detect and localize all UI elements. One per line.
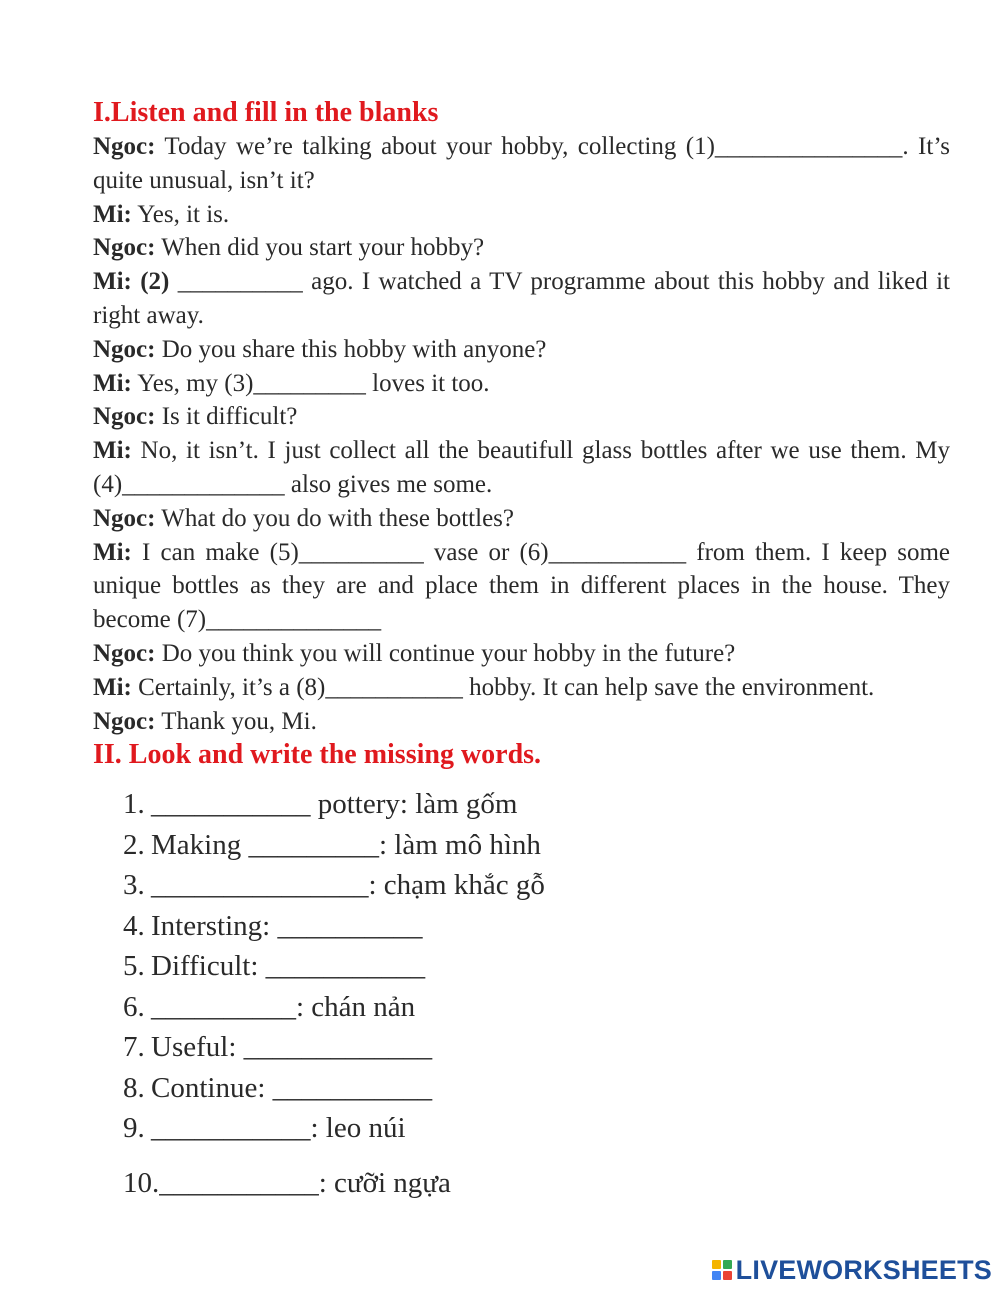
item-text: Making _________: làm mô hình (151, 828, 541, 861)
speaker: Ngoc: (93, 707, 156, 735)
list-item (93, 946, 950, 987)
dialogue (93, 130, 950, 738)
dialogue-line (93, 434, 950, 502)
speaker: Mi: (2) (93, 268, 170, 296)
item-number: 1. (123, 788, 145, 821)
list-item (93, 1163, 950, 1204)
utterance: Yes, my (3)_________ loves it too. (131, 369, 490, 397)
section2-title: II. Look and write the missing words. (93, 739, 542, 771)
speaker: Mi: (93, 369, 132, 397)
speaker: Ngoc: (93, 403, 156, 431)
dialogue-line (93, 536, 950, 637)
dialogue-line (93, 671, 950, 705)
utterance: __________ ago. I watched a TV programme about this hobby and liked it right away. (93, 268, 950, 329)
list-item (93, 1068, 950, 1109)
dialogue-line (93, 198, 950, 232)
liveworksheets-logo-icon (712, 1260, 732, 1280)
utterance: What do you do with these bottles? (155, 504, 514, 532)
list-item (93, 1027, 950, 1068)
speaker: Mi: (93, 200, 132, 228)
list-item (93, 906, 950, 947)
item-number: 10. (123, 1166, 160, 1199)
dialogue-line (93, 130, 950, 198)
speaker: Ngoc: (93, 133, 156, 160)
dialogue-line (93, 333, 950, 367)
utterance: I can make (5)__________ vase or (6)___________ from them. I keep some unique bottles as they are and place them in different places in the house. They become (7)______________ (93, 538, 950, 634)
logo-text: LIVEWORKSHEETS (735, 1254, 992, 1285)
speaker: Mi: (93, 673, 132, 701)
item-text: ___________: leo núi (151, 1112, 406, 1145)
item-text: Intersting: __________ (151, 909, 423, 942)
speaker: Ngoc: (93, 335, 156, 363)
utterance: Thank you, Mi. (155, 707, 317, 735)
worksheet (93, 96, 950, 1203)
vocabulary-list (93, 784, 950, 1203)
dialogue-line (93, 502, 950, 536)
utterance: Yes, it is. (131, 200, 230, 228)
utterance: Is it difficult? (155, 403, 298, 431)
dialogue-line (93, 637, 950, 671)
item-number: 7. (123, 1031, 145, 1064)
item-number: 4. (123, 909, 145, 942)
dialogue-line (93, 367, 950, 401)
liveworksheets-logo[interactable] (712, 1255, 992, 1285)
item-text: Continue: ___________ (151, 1071, 433, 1104)
utterance: Do you share this hobby with anyone? (155, 335, 547, 363)
dialogue-line (93, 705, 950, 739)
utterance: No, it isn’t. I just collect all the beautifull glass bottles after we use them. My (4)_____________ also gives me some. (93, 437, 950, 498)
dialogue-line (93, 400, 950, 434)
item-text: __________: chán nản (151, 990, 416, 1023)
speaker: Mi: (93, 538, 132, 566)
item-number: 6. (123, 990, 145, 1023)
item-number: 8. (123, 1071, 145, 1104)
list-item (93, 784, 950, 825)
item-number: 9. (123, 1112, 145, 1145)
utterance: Certainly, it’s a (8)___________ hobby. It can help save the environment. (131, 673, 875, 701)
utterance: When did you start your hobby? (155, 234, 485, 262)
list-item (93, 987, 950, 1028)
list-item (93, 1108, 950, 1149)
utterance: Today we’re talking about your hobby, collecting (1)_______________. It’s quite unusual, isn’t it? (93, 133, 950, 194)
speaker: Ngoc: (93, 504, 156, 532)
section1-title: I.Listen and fill in the blanks (93, 97, 439, 128)
list-item (93, 865, 950, 906)
dialogue-line (93, 265, 950, 333)
dialogue-line (93, 231, 950, 265)
utterance: Do you think you will continue your hobby in the future? (155, 639, 736, 667)
speaker: Mi: (93, 437, 132, 465)
item-text: ___________ pottery: làm gốm (151, 788, 518, 821)
item-text: Difficult: ___________ (151, 950, 426, 983)
item-text: _______________: chạm khắc gỗ (151, 869, 545, 902)
speaker: Ngoc: (93, 639, 156, 667)
item-text: ___________: cưỡi ngựa (159, 1166, 451, 1199)
item-number: 2. (123, 828, 145, 861)
item-number: 5. (123, 950, 145, 983)
item-text: Useful: _____________ (151, 1031, 433, 1064)
speaker: Ngoc: (93, 234, 156, 262)
item-number: 3. (123, 869, 145, 902)
list-item (93, 825, 950, 866)
